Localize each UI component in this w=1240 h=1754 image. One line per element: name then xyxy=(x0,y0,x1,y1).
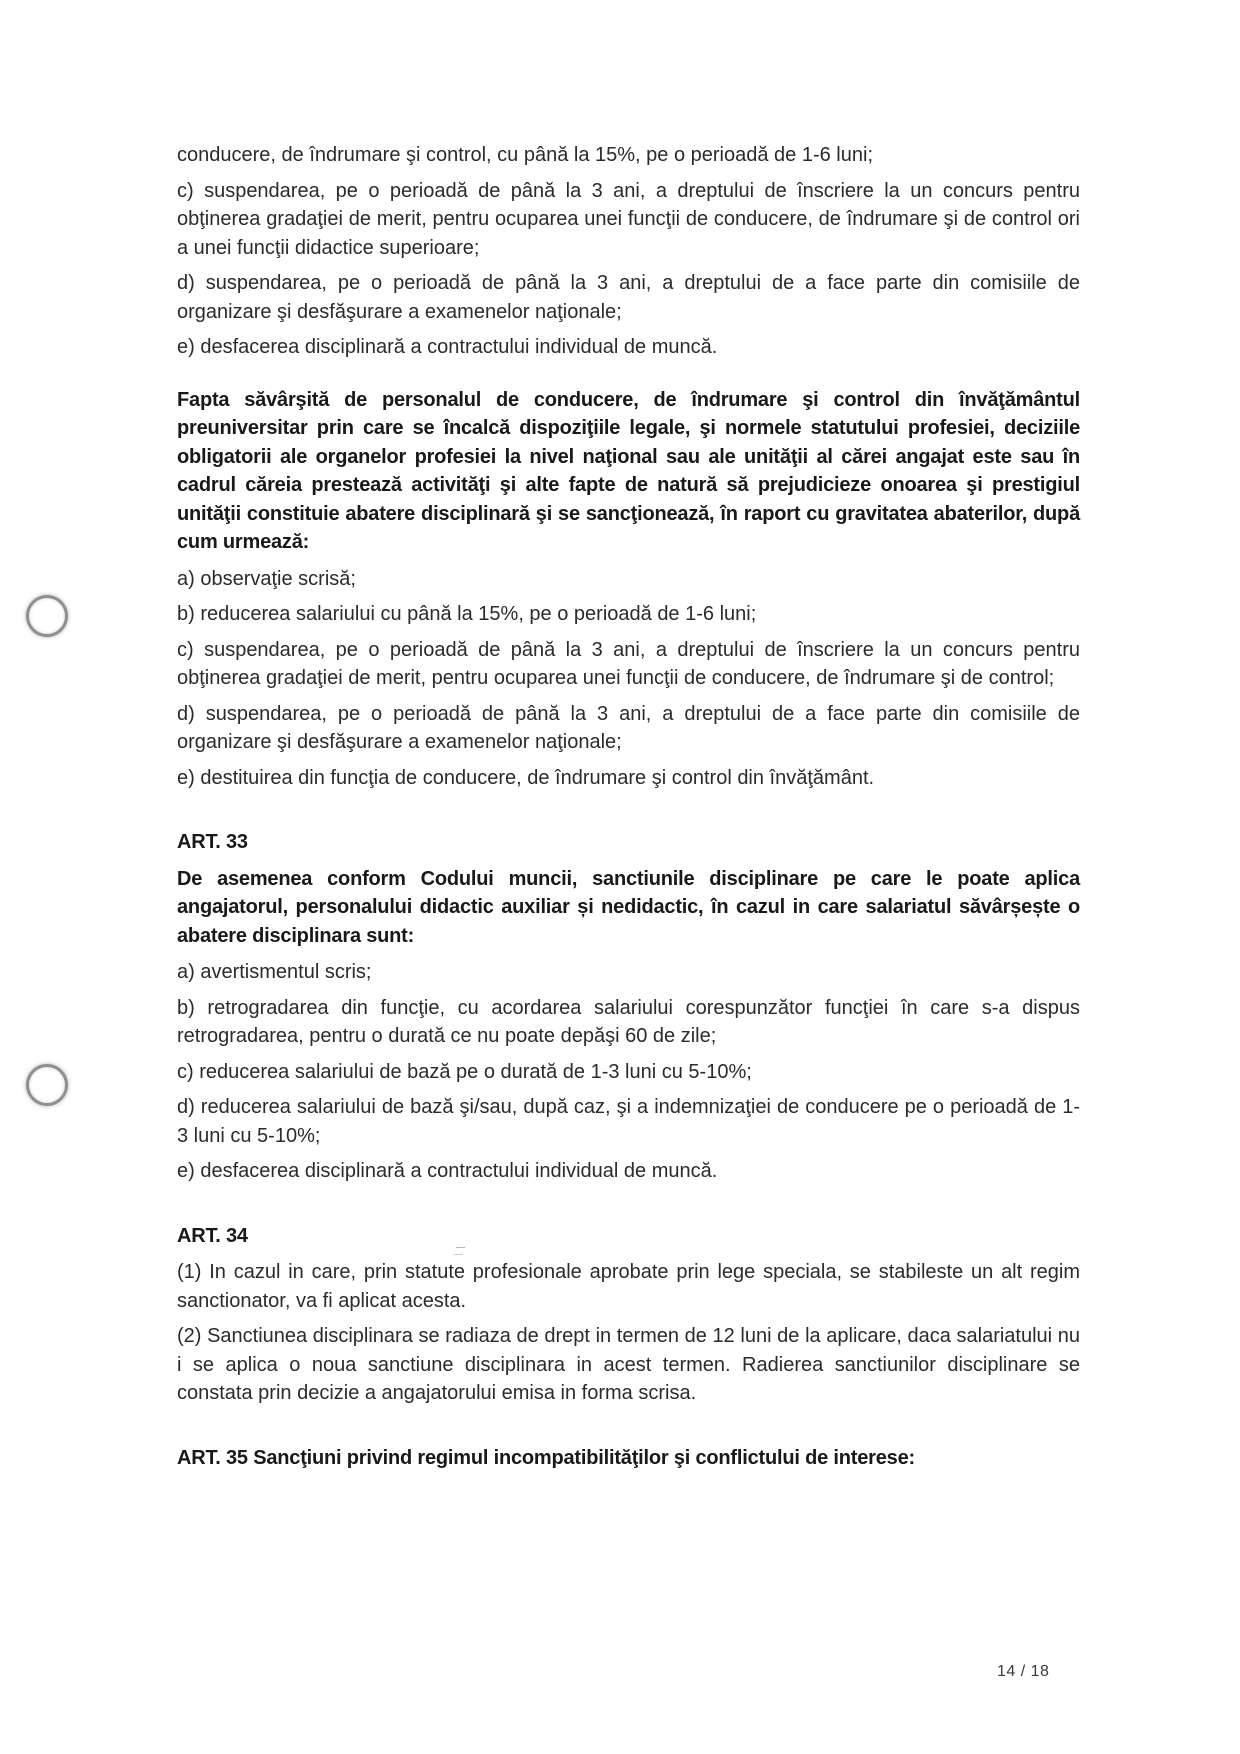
art34-paragraph-2: (2) Sanctiunea disciplinara se radiaza de drept in termen de 12 luni de la aplicare, daca salariatului nu i se aplica o noua sanctiune disciplinara in acest termen. Radierea sanctiunilor disciplinare se constata prin decizie a angajatorului emisa in forma scrisa. xyxy=(177,1325,1080,1404)
management-offense-item-d: d) suspendarea, pe o perioadă de până la 3 ani, a dreptului de a face parte din comisiile de organizare şi desfăşurare a examenelor naţionale; xyxy=(177,702,1080,753)
management-offense-item-b: b) reducerea salariului cu până la 15%, pe o perioadă de 1-6 luni; xyxy=(177,603,757,625)
paragraph-continuation: conducere, de îndrumare şi control, cu până la 15%, pe o perioadă de 1-6 luni; xyxy=(177,144,873,166)
list-item-e-prev: e) desfacerea disciplinară a contractului individual de muncă. xyxy=(177,336,718,358)
list-item-d-prev: d) suspendarea, pe o perioadă de până la 3 ani, a dreptului de a face parte din comisiile de organizare şi desfăşurare a examenelor naţionale; xyxy=(177,272,1080,323)
art33-item-c: c) reducerea salariului de bază pe o durată de 1-3 luni cu 5-10%; xyxy=(177,1060,752,1083)
management-offense-item-e: e) destituirea din funcţia de conducere, de îndrumare şi control din învăţământ. xyxy=(177,766,875,789)
art33-item-a: a) avertismentul scris; xyxy=(177,961,372,983)
management-offense-lead: Fapta săvârşită de personalul de conducere, de îndrumare şi control din învăţământul preuniversitar prin care se încalcă dispoziţiile legale, şi normele statutului profesiei, deciziile obligatorii ale organelor profesiei la nivel naţional sau ale unităţii al cărei angajat este sau în cadrul căreia prestează activităţi şi alte fapte de natură să prejudicieze onoarea şi prestigiul unităţii constituie abatere disciplinară şi se sancţionează, în raport cu gravitatea abaterilor, după cum urmează: xyxy=(177,388,1080,553)
art34-heading: ART. 34 xyxy=(177,1224,248,1247)
page-number: 14 / 18 xyxy=(997,1663,1050,1680)
punch-hole-top xyxy=(26,595,68,637)
art35-heading: ART. 35 Sancţiuni privind regimul incompatibilităţilor şi conflictului de interese: xyxy=(177,1446,915,1469)
punch-hole-bottom xyxy=(26,1064,68,1106)
art33-item-d: d) reducerea salariului de bază şi/sau, după caz, şi a indemnizaţiei de conducere pe o perioadă de 1-3 luni cu 5-10%; xyxy=(177,1096,1080,1147)
art34-paragraph-1: (1) In cazul in care, prin statute profesionale aprobate prin lege speciala, se stabileste un alt regim sanctionator, va fi aplicat acesta. xyxy=(177,1261,1080,1312)
art33-heading: ART. 33 xyxy=(177,831,248,853)
art33-item-e: e) desfacerea disciplinară a contractului individual de muncă. xyxy=(177,1160,718,1182)
art33-item-b: b) retrogradarea din funcţie, cu acordarea salariului corespunzător funcţiei în care s-a dispus retrogradarea, pentru o durată ce nu poate depăşi 60 de zile; xyxy=(177,996,1080,1047)
management-offense-item-a: a) observaţie scrisă; xyxy=(177,567,356,590)
management-offense-item-c: c) suspendarea, pe o perioadă de până la 3 ani, a dreptului de înscriere la un concurs pentru obţinerea gradaţiei de merit, pentru ocuparea unei funcţii de conducere, de îndrumare şi de control; xyxy=(177,638,1080,689)
art33-lead: De asemenea conform Codului muncii, sanctiunile disciplinare pe care le poate aplica angajatorul, personalului didactic auxiliar și nedidactic, în cazul in care salariatul săvârșește o abatere disciplinara sunt: xyxy=(177,867,1080,947)
document-body xyxy=(177,141,1080,1480)
list-item-c-prev: c) suspendarea, pe o perioadă de până la 3 ani, a dreptului de înscriere la un concurs pentru obţinerea gradaţiei de merit, pentru ocuparea unei funcţii de conducere, de îndrumare şi de control ori a unei funcţii didactice superioare; xyxy=(177,179,1080,259)
